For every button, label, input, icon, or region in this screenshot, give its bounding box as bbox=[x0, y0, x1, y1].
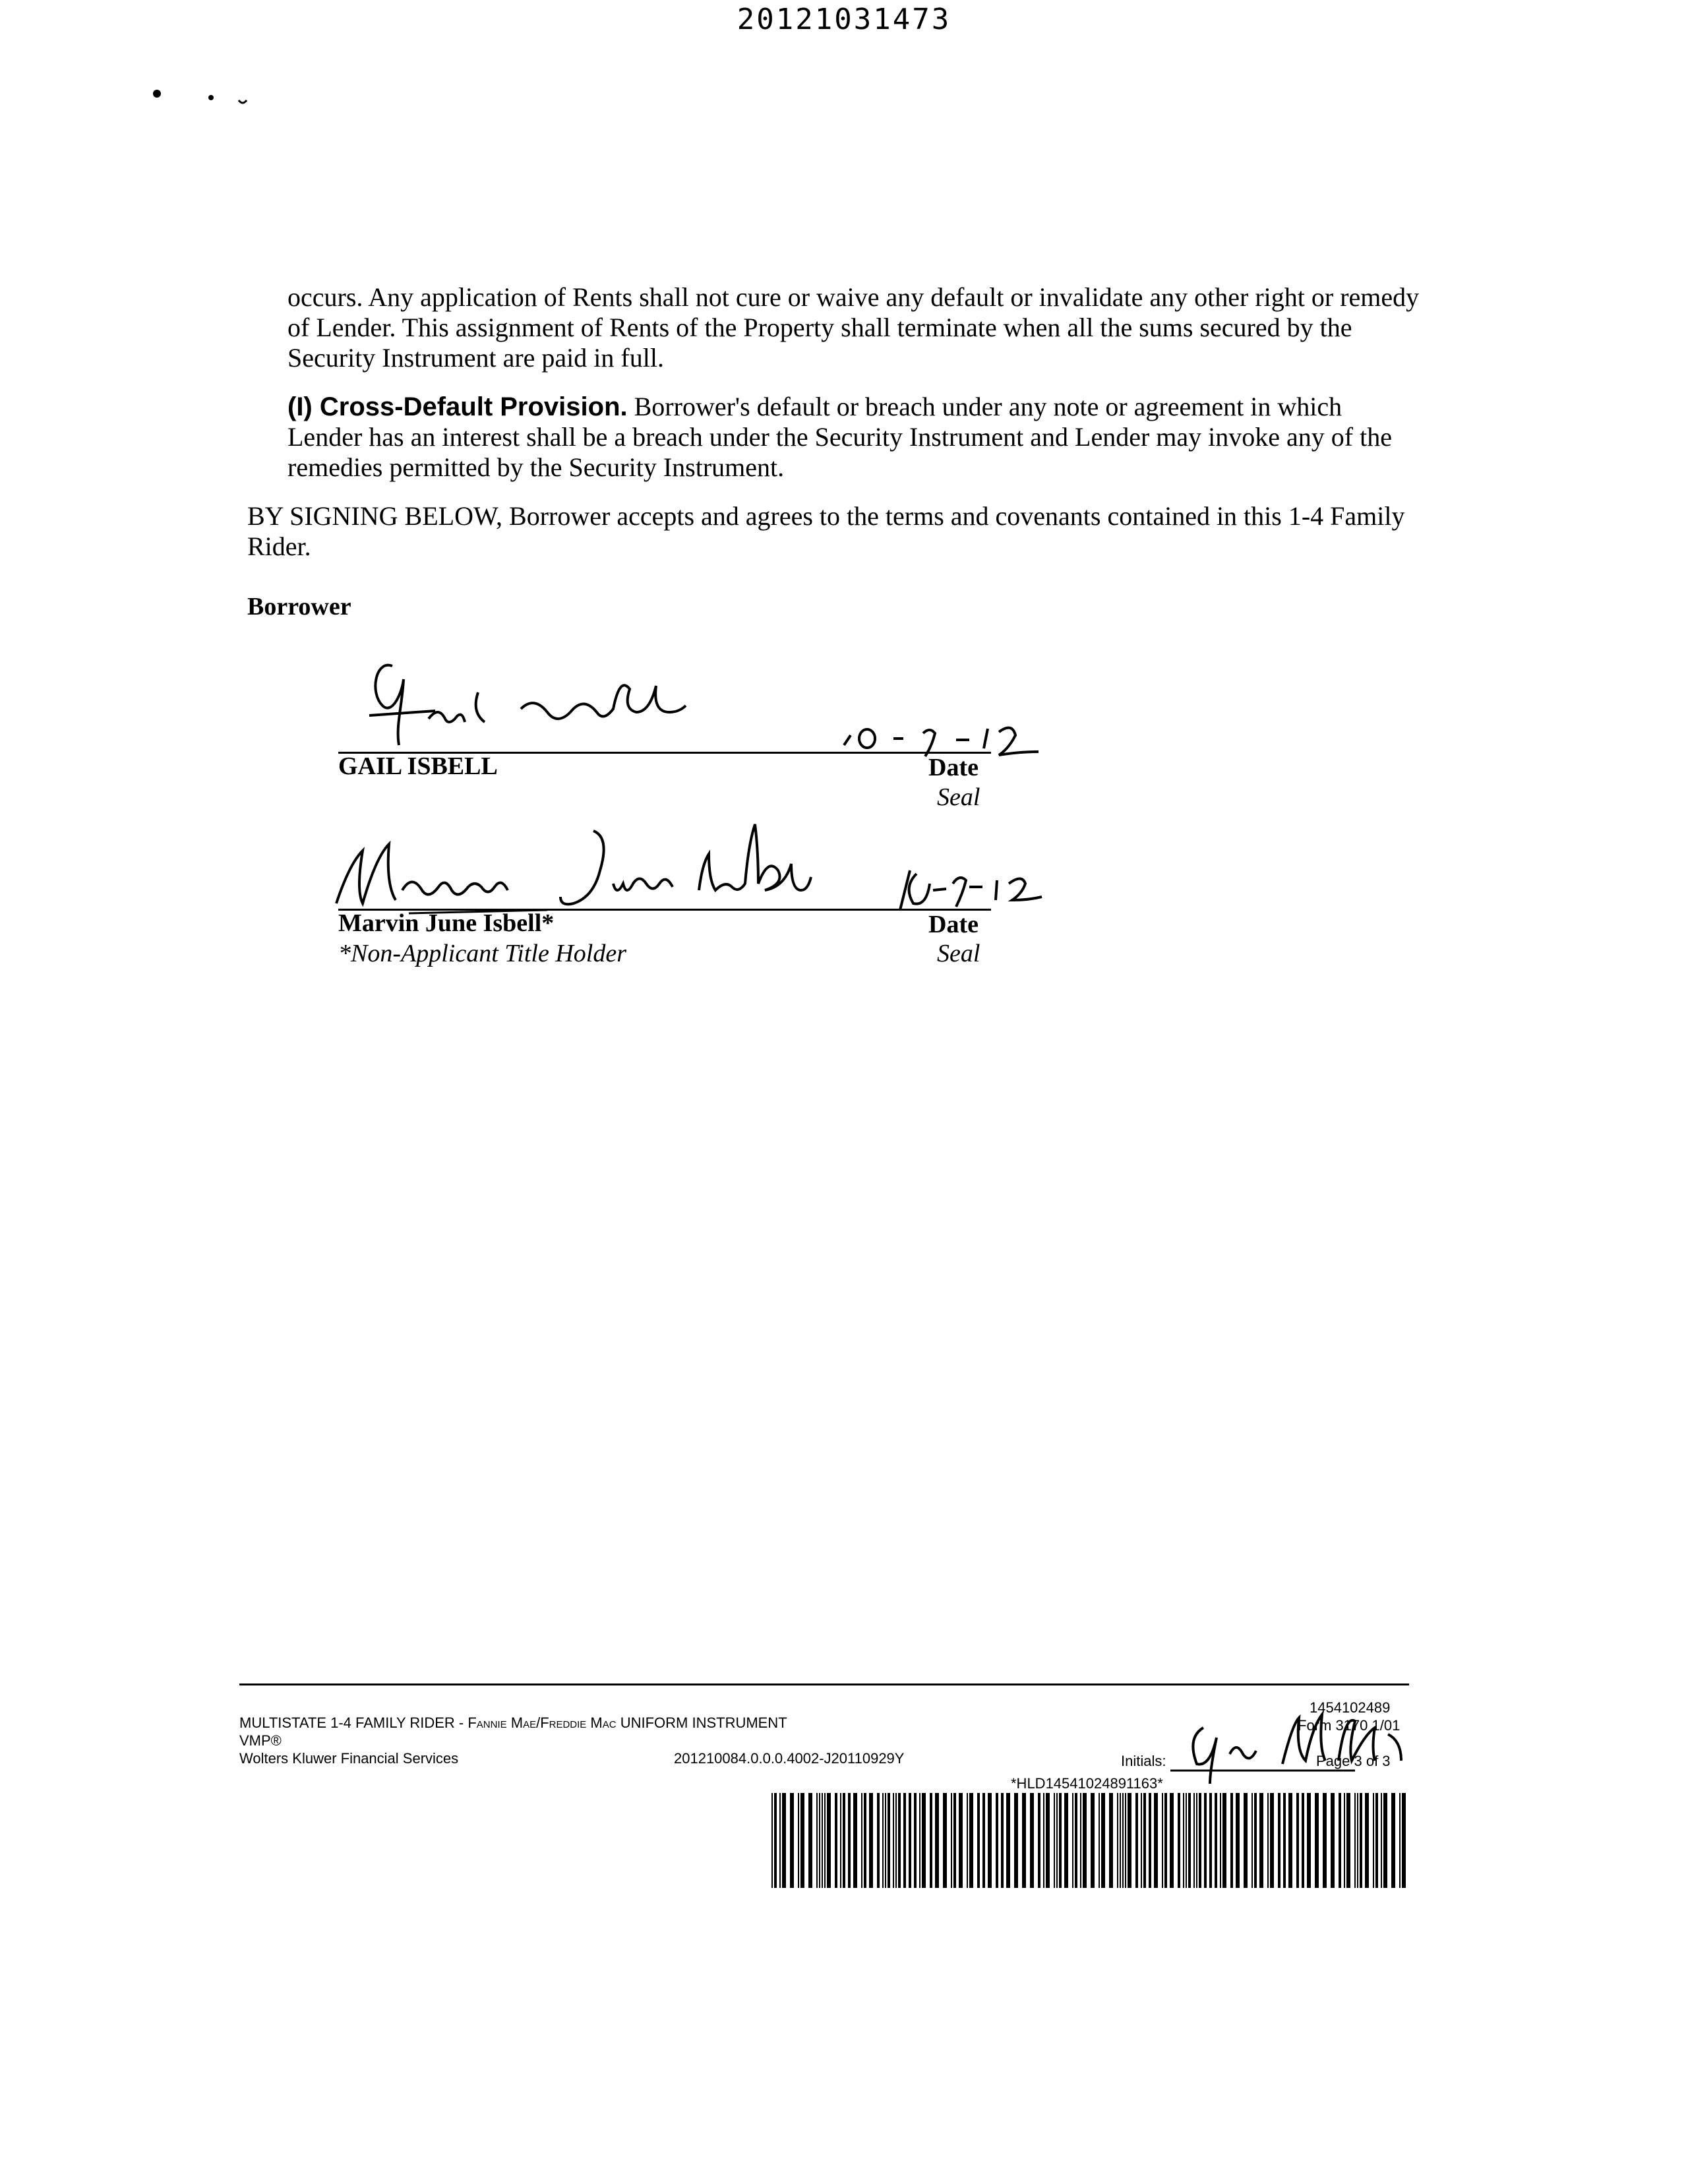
barcode-bar bbox=[861, 1793, 862, 1888]
barcode-bar bbox=[982, 1793, 985, 1888]
barcode-bar bbox=[1125, 1793, 1126, 1888]
barcode-bar bbox=[1080, 1793, 1081, 1888]
barcode-bar bbox=[951, 1793, 952, 1888]
barcode-bar bbox=[895, 1793, 897, 1888]
barcode-bar bbox=[1254, 1793, 1257, 1888]
barcode-bar bbox=[1354, 1793, 1356, 1888]
barcode-bar bbox=[1204, 1793, 1207, 1888]
barcode-bar bbox=[1344, 1793, 1345, 1888]
barcode-bar bbox=[1030, 1793, 1034, 1888]
barcode-bar bbox=[959, 1793, 963, 1888]
barcode-bar bbox=[1083, 1793, 1087, 1888]
barcode-bar bbox=[1230, 1793, 1233, 1888]
barcode-bar bbox=[1109, 1793, 1113, 1888]
barcode-bar bbox=[843, 1793, 845, 1888]
barcode-bar bbox=[1244, 1793, 1248, 1888]
barcode-bar bbox=[1209, 1793, 1212, 1888]
barcode-bar bbox=[1251, 1793, 1253, 1888]
barcode-bar bbox=[1122, 1793, 1124, 1888]
barcode-bar bbox=[1022, 1793, 1026, 1888]
barcode-bar bbox=[840, 1793, 841, 1888]
barcode-bar bbox=[835, 1793, 837, 1888]
signer-name-1: GAIL ISBELL bbox=[338, 752, 498, 780]
barcode-bar bbox=[1315, 1793, 1319, 1888]
non-applicant-note: *Non-Applicant Title Holder bbox=[338, 940, 626, 967]
signature-date-gail bbox=[837, 699, 1075, 758]
barcode-bar bbox=[808, 1793, 812, 1888]
cross-default-heading: (I) Cross-Default Provision. bbox=[287, 392, 628, 421]
barcode-bar bbox=[1346, 1793, 1350, 1888]
barcode-bar bbox=[1323, 1793, 1327, 1888]
barcode-bar bbox=[848, 1793, 851, 1888]
footer-rule bbox=[239, 1684, 1409, 1685]
barcode-bar bbox=[988, 1793, 992, 1888]
barcode-bar bbox=[877, 1793, 880, 1888]
barcode-bar bbox=[953, 1793, 956, 1888]
barcode-bar bbox=[943, 1793, 947, 1888]
barcode-bar bbox=[914, 1793, 917, 1888]
barcode-bar bbox=[771, 1793, 773, 1888]
barcode-bar bbox=[1302, 1793, 1304, 1888]
barcode-bar bbox=[1381, 1793, 1382, 1888]
barcode-bar bbox=[1236, 1793, 1240, 1888]
barcode-bar bbox=[824, 1793, 826, 1888]
barcode-bar bbox=[1339, 1793, 1341, 1888]
barcode-bar bbox=[888, 1793, 890, 1888]
seal-label-2: Seal bbox=[937, 940, 980, 967]
barcode-bar bbox=[819, 1793, 820, 1888]
barcode-bar bbox=[1373, 1793, 1374, 1888]
barcode-bar bbox=[1075, 1793, 1077, 1888]
document-number: 20121031473 bbox=[737, 3, 951, 36]
barcode-bar bbox=[977, 1793, 980, 1888]
tracking-code: 201210084.0.0.0.4002-J20110929Y bbox=[674, 1750, 905, 1767]
barcode-bar bbox=[935, 1793, 939, 1888]
signature-gail-isbell bbox=[330, 653, 738, 752]
borrower-heading: Borrower bbox=[247, 593, 351, 621]
barcode-bar bbox=[898, 1793, 901, 1888]
barcode-bar bbox=[827, 1793, 831, 1888]
barcode-bar bbox=[1128, 1793, 1131, 1888]
barcode-bar bbox=[1196, 1793, 1197, 1888]
signer-name-2: Marvin June Isbell* bbox=[338, 909, 555, 937]
barcode-bar bbox=[1365, 1793, 1369, 1888]
barcode-bar bbox=[1186, 1793, 1187, 1888]
company-name: Wolters Kluwer Financial Services bbox=[239, 1750, 459, 1767]
barcode-bar bbox=[919, 1793, 920, 1888]
barcode-bar bbox=[1199, 1793, 1201, 1888]
barcode-bar bbox=[1270, 1793, 1274, 1888]
barcode-bar bbox=[1120, 1793, 1121, 1888]
barcode-bar bbox=[1072, 1793, 1073, 1888]
loan-number: 1454102489 bbox=[1310, 1699, 1391, 1716]
barcode-bar bbox=[1296, 1793, 1299, 1888]
barcode bbox=[771, 1793, 1407, 1888]
barcode-bar bbox=[969, 1793, 973, 1888]
barcode-bar bbox=[1259, 1793, 1263, 1888]
barcode-bar bbox=[1001, 1793, 1004, 1888]
scan-marks bbox=[145, 79, 264, 119]
date-label-1: Date bbox=[928, 754, 979, 781]
barcode-bar bbox=[1307, 1793, 1311, 1888]
barcode-bar bbox=[1278, 1793, 1281, 1888]
cross-default-text: Borrower's default or breach under any note or agreement in which Lender has an interest shall be a breach under the Security Instrument and Lender may invoke any of the remedies permitted by the Security Instrument. bbox=[287, 392, 1392, 482]
barcode-bar bbox=[1267, 1793, 1269, 1888]
barcode-bar bbox=[930, 1793, 932, 1888]
seal-label-1: Seal bbox=[937, 783, 980, 811]
barcode-bar bbox=[1391, 1793, 1395, 1888]
barcode-bar bbox=[822, 1793, 823, 1888]
barcode-bar bbox=[967, 1793, 968, 1888]
barcode-bar bbox=[1188, 1793, 1191, 1888]
barcode-bar bbox=[816, 1793, 818, 1888]
barcode-bar bbox=[1143, 1793, 1146, 1888]
barcode-bar bbox=[1375, 1793, 1378, 1888]
initials-label: Initials: bbox=[1121, 1753, 1166, 1769]
barcode-bar bbox=[1154, 1793, 1158, 1888]
barcode-bar bbox=[1006, 1793, 1010, 1888]
barcode-bar bbox=[885, 1793, 886, 1888]
barcode-bar bbox=[1193, 1793, 1195, 1888]
initials-signature bbox=[1170, 1708, 1428, 1780]
barcode-bar bbox=[1064, 1793, 1068, 1888]
cross-default-paragraph bbox=[287, 392, 1422, 483]
barcode-bar bbox=[1283, 1793, 1286, 1888]
rents-paragraph: occurs. Any application of Rents shall not cure or waive any default or invalidate any other right or remedy of Lender. This assignment of Rents of the Property shall terminate when all the sums secured by the Security Instrument are paid in full. bbox=[287, 282, 1420, 373]
barcode-bar bbox=[1288, 1793, 1292, 1888]
barcode-bar bbox=[790, 1793, 794, 1888]
form-number: Form 3170 1/01 bbox=[1298, 1717, 1401, 1734]
barcode-bar bbox=[1170, 1793, 1174, 1888]
barcode-bar bbox=[1099, 1793, 1100, 1888]
barcode-bar bbox=[1215, 1793, 1217, 1888]
barcode-bar bbox=[1091, 1793, 1095, 1888]
signature-date-marvin bbox=[897, 857, 1081, 917]
barcode-bar bbox=[1164, 1793, 1167, 1888]
barcode-bar bbox=[779, 1793, 781, 1888]
signing-statement: BY SIGNING BELOW, Borrower accepts and agrees to the terms and covenants contained in this 1-4 Family Rider. bbox=[247, 501, 1405, 561]
barcode-bar bbox=[1162, 1793, 1163, 1888]
barcode-bar bbox=[864, 1793, 866, 1888]
barcode-bar bbox=[1117, 1793, 1118, 1888]
vmp-label: VMP® bbox=[239, 1732, 282, 1749]
barcode-bar bbox=[1399, 1793, 1401, 1888]
date-label-2: Date bbox=[928, 911, 979, 938]
barcode-bar bbox=[1054, 1793, 1055, 1888]
barcode-bar bbox=[1101, 1793, 1105, 1888]
barcode-bar bbox=[1222, 1793, 1226, 1888]
page-info: Page 3 of 3 bbox=[1316, 1753, 1391, 1769]
barcode-bar bbox=[1220, 1793, 1221, 1888]
barcode-bar bbox=[1059, 1793, 1062, 1888]
barcode-bar bbox=[869, 1793, 873, 1888]
barcode-bar bbox=[1043, 1793, 1044, 1888]
barcode-bar bbox=[903, 1793, 906, 1888]
barcode-bar bbox=[1056, 1793, 1058, 1888]
barcode-bar bbox=[1135, 1793, 1138, 1888]
barcode-bar bbox=[909, 1793, 911, 1888]
barcode-bar bbox=[782, 1793, 786, 1888]
barcode-bar bbox=[1402, 1793, 1406, 1888]
barcode-bar bbox=[1038, 1793, 1040, 1888]
barcode-bar bbox=[1360, 1793, 1362, 1888]
barcode-bar bbox=[1331, 1793, 1335, 1888]
barcode-bar bbox=[1149, 1793, 1151, 1888]
barcode-bar bbox=[882, 1793, 884, 1888]
barcode-bar bbox=[922, 1793, 926, 1888]
barcode-bar bbox=[893, 1793, 894, 1888]
barcode-bar bbox=[1183, 1793, 1184, 1888]
barcode-bar bbox=[996, 1793, 998, 1888]
barcode-bar bbox=[1383, 1793, 1387, 1888]
barcode-bar bbox=[798, 1793, 799, 1888]
barcode-bar bbox=[853, 1793, 857, 1888]
barcode-text: *HLD14541024891163* bbox=[1011, 1775, 1163, 1792]
barcode-bar bbox=[1357, 1793, 1358, 1888]
barcode-bar bbox=[1046, 1793, 1050, 1888]
barcode-bar bbox=[774, 1793, 777, 1888]
barcode-bar bbox=[800, 1793, 804, 1888]
barcode-bar bbox=[1014, 1793, 1018, 1888]
barcode-bar bbox=[1178, 1793, 1180, 1888]
barcode-bar bbox=[1141, 1793, 1142, 1888]
form-title: MULTISTATE 1-4 FAMILY RIDER - Fannie Mae/Freddie Mac UNIFORM INSTRUMENT bbox=[239, 1714, 787, 1731]
